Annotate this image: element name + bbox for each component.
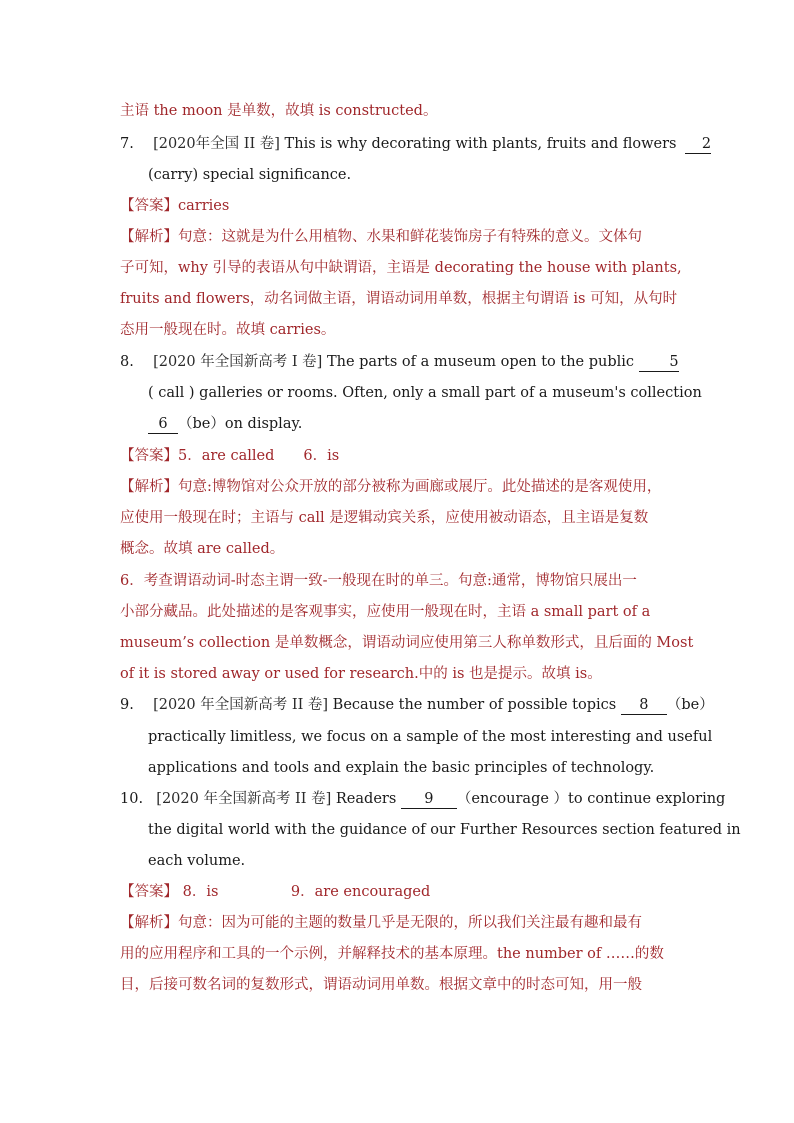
analysis-9-line-1	[120, 913, 642, 933]
analysis-7-line-2: 子可知，why 引导的表语从句中缺谓语，主语是 decorating the house with plants,	[120, 260, 682, 276]
answer-blank: 6	[148, 416, 178, 434]
analysis-9-line-2: 用的应用程序和工具的一个示例，并解释技术的基本原理。the number of ……的数	[120, 946, 664, 962]
answer-blank: 8	[621, 697, 667, 715]
analysis-text: 句意：因为可能的主题的数量几乎是无限的，所以我们关注最有趣和最有	[178, 915, 642, 931]
question-source: [2020 年全国新高考 II 卷]	[153, 697, 329, 713]
question-9-line-2: practically limitless, we focus on a sample of the most interesting and useful	[148, 729, 713, 745]
question-9	[120, 695, 714, 715]
question-7	[120, 134, 711, 154]
answer-value: 8．is 9．are encouraged	[178, 884, 431, 900]
analysis-continuation: 主语 the moon 是单数，故填 is constructed。	[120, 103, 438, 119]
analysis-6-line-4: of it is stored away or used for research.中的 is 也是提示。故填 is。	[120, 666, 602, 682]
question-source: [2020年全国 II 卷]	[153, 136, 280, 152]
analysis-6-line-3: museum’s collection 是单数概念，谓语动词应使用第三人称单数形式，且后面的 Most	[120, 635, 694, 651]
analysis-8-line-1	[120, 477, 661, 497]
analysis-tag: 【解析】	[120, 479, 178, 495]
question-number: 7.	[120, 136, 134, 152]
question-8-line-2: ( call ) galleries or rooms. Often, only a small part of a museum's collection	[148, 385, 702, 401]
question-7-line-2: (carry) special significance.	[148, 167, 352, 183]
question-number: 9.	[120, 697, 134, 713]
question-text: （be）	[666, 697, 714, 713]
analysis-text: 句意:博物馆对公众开放的部分被称为画廊或展厅。此处描述的是客观使用，	[178, 479, 662, 495]
answer-8	[120, 446, 339, 466]
question-number: 10.	[120, 791, 144, 807]
question-8	[120, 352, 679, 372]
question-source: [2020 年全国新高考 Ⅰ 卷]	[153, 354, 323, 370]
question-text: （encourage ）to continue exploring	[456, 791, 726, 807]
answer-blank: 9	[401, 791, 457, 809]
question-text: This is why decorating with plants, fruits and flowers	[279, 136, 677, 152]
question-text: （be）on display.	[178, 416, 303, 432]
question-text: Because the number of possible topics	[328, 697, 617, 713]
analysis-7-line-4: 态用一般现在时。故填 carries。	[120, 322, 336, 338]
question-10-line-3: each volume.	[148, 853, 246, 869]
answer-blank: 2	[685, 136, 711, 154]
question-10	[120, 789, 725, 809]
analysis-tag: 【解析】	[120, 229, 178, 245]
question-text: The parts of a museum open to the public	[322, 354, 635, 370]
analysis-7-line-1	[120, 227, 642, 247]
answer-tag: 【答案】	[120, 198, 178, 214]
answer-7	[120, 196, 229, 216]
answer-tag: 【答案】	[120, 884, 178, 900]
analysis-8-line-2: 应使用一般现在时；主语与 call 是逻辑动宾关系，应使用被动语态，且主语是复数	[120, 510, 649, 526]
question-number: 8.	[120, 354, 134, 370]
question-text: Readers	[331, 791, 397, 807]
question-10-line-2: the digital world with the guidance of our Further Resources section featured in	[148, 822, 741, 838]
answer-tag: 【答案】	[120, 448, 178, 464]
answer-value: carries	[178, 198, 230, 214]
question-9-line-3: applications and tools and explain the basic principles of technology.	[148, 760, 655, 776]
analysis-8-line-3: 概念。故填 are called。	[120, 541, 285, 557]
analysis-6-line-2: 小部分藏品。此处描述的是客观事实，应使用一般现在时，主语 a small part of a	[120, 604, 651, 620]
analysis-9-line-3: 目，后接可数名词的复数形式，谓语动词用单数。根据文章中的时态可知，用一般	[120, 977, 642, 993]
analysis-6-line-1: 6．考查谓语动词-时态主谓一致-一般现在时的单三。句意:通常，博物馆只展出一	[120, 573, 637, 589]
question-8-line-3	[148, 414, 302, 434]
answer-9-10	[120, 882, 430, 902]
question-source: [2020 年全国新高考 II 卷]	[156, 791, 332, 807]
analysis-7-line-3: fruits and flowers，动名词做主语，谓语动词用单数，根据主句谓语 is 可知，从句时	[120, 291, 678, 307]
answer-blank: 5	[639, 354, 679, 372]
answer-value: 5．are called 6．is	[178, 448, 340, 464]
analysis-text: 句意：这就是为什么用植物、水果和鲜花装饰房子有特殊的意义。文体句	[178, 229, 642, 245]
analysis-tag: 【解析】	[120, 915, 178, 931]
